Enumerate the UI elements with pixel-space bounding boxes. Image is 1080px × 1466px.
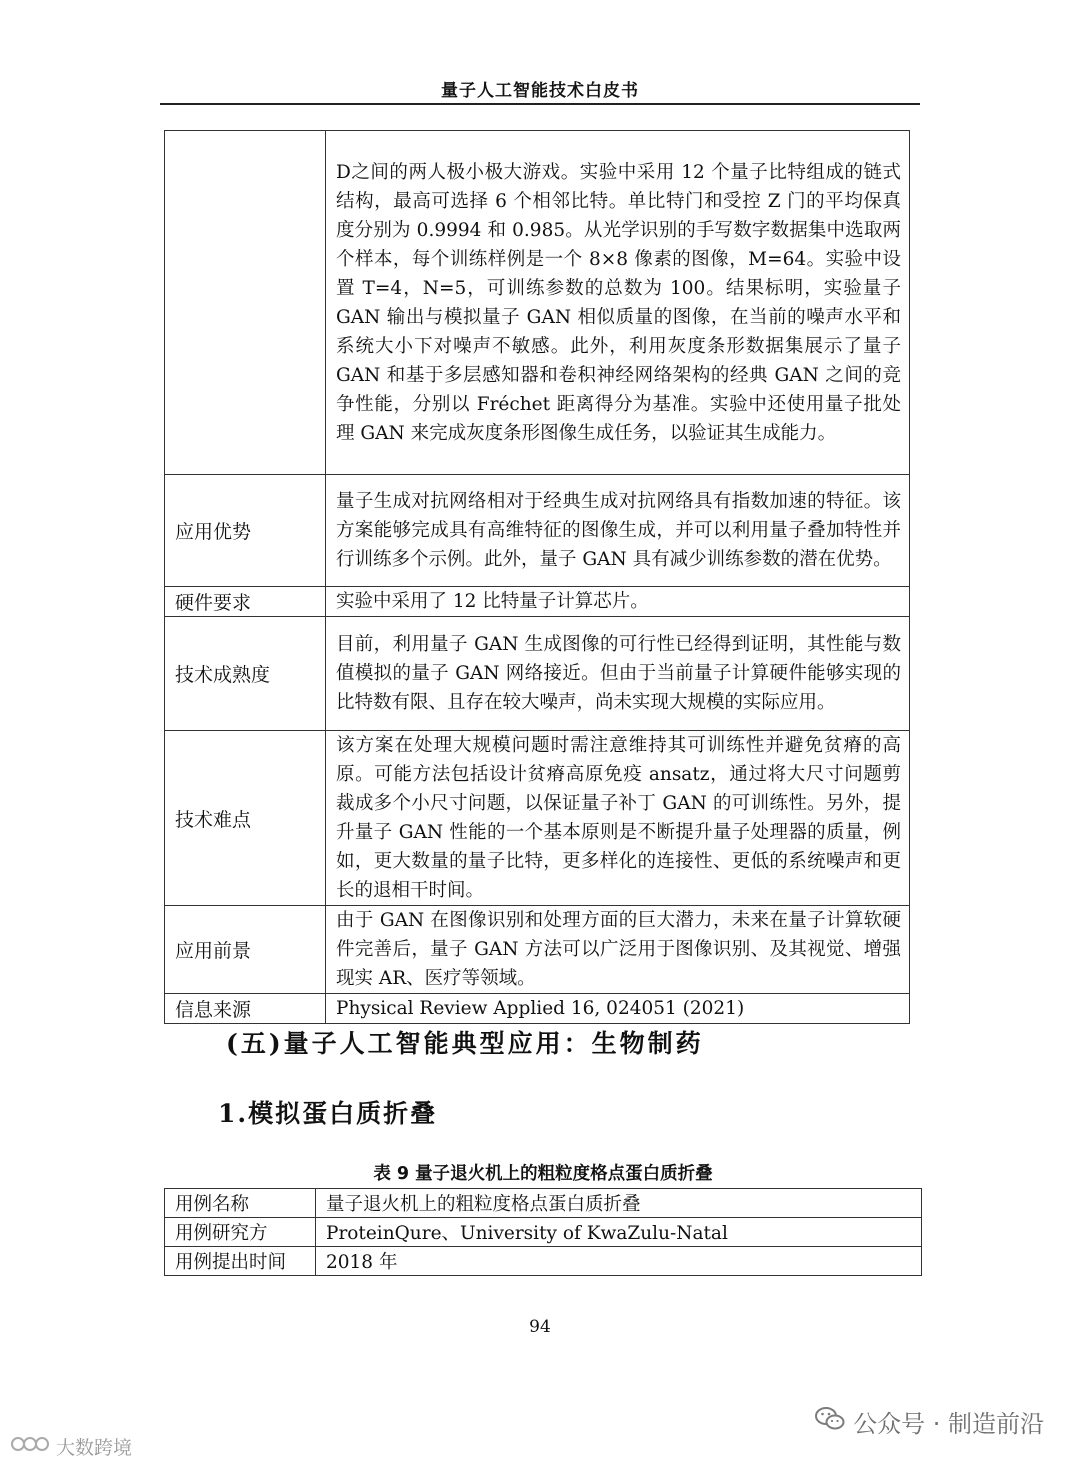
use-case-table — [164, 130, 910, 1024]
row-content: 量子退火机上的粗粒度格点蛋白质折叠 — [316, 1189, 922, 1218]
table-row — [165, 475, 910, 587]
row-label — [165, 131, 326, 475]
row-content: 量子生成对抗网络相对于经典生成对抗网络具有指数加速的特征。该方案能够完成具有高维特征的图像生成，并可以利用量子叠加特性并行训练多个示例。此外，量子 GAN 具有减少训练参数的潜在优势。 — [326, 475, 910, 587]
table-row — [165, 906, 910, 994]
table-row — [165, 1247, 922, 1276]
page-number: 94 — [529, 1317, 551, 1337]
table-row — [165, 617, 910, 731]
row-label: 技术成熟度 — [165, 617, 326, 731]
watermark-brand — [10, 1433, 132, 1460]
row-content: 实验中采用了 12 比特量子计算芯片。 — [326, 587, 910, 617]
row-label: 信息来源 — [165, 994, 326, 1024]
wechat-icon — [815, 1406, 845, 1438]
header-title: 量子人工智能技术白皮书 — [441, 81, 639, 101]
row-content: 目前，利用量子 GAN 生成图像的可行性已经得到证明，其性能与数值模拟的量子 GAN 网络接近。但由于当前量子计算硬件能够实现的比特数有限、且存在较大噪声，尚未实现大规模的实际应用。 — [326, 617, 910, 731]
row-label: 应用优势 — [165, 475, 326, 587]
watermark-text: 公众号 · 制造前沿 — [853, 1410, 1044, 1438]
header-rule — [160, 103, 920, 105]
watermark-text: 大数跨境 — [56, 1437, 133, 1459]
subsection-heading: 1.模拟蛋白质折叠 — [218, 1099, 438, 1128]
row-label: 硬件要求 — [165, 587, 326, 617]
protein-folding-table — [164, 1188, 922, 1276]
section-heading: (五)量子人工智能典型应用：生物制药 — [226, 1029, 704, 1058]
row-label: 用例研究方 — [165, 1218, 316, 1247]
table-caption: 表 9 量子退火机上的粗粒度格点蛋白质折叠 — [373, 1164, 713, 1184]
table-row — [165, 1218, 922, 1247]
row-content: D之间的两人极小极大游戏。实验中采用 12 个量子比特组成的链式结构，最高可选择 6 个相邻比特。单比特门和受控 Z 门的平均保真度分别为 0.9994 和 0.985。从光学识别的手写数字数据集中选取两个样本，每个训练样例是一个 8×8 像素的图像，M=64。实验中设置 T=4，N=5，可训练参数的总数为 100。结果标明，实验量子 GAN 输出与模拟量子 GAN 相似质量的图像，在当前的噪声水平和系统大小下对噪声不敏感。此外，利用灰度条形数据集展示了量子 GAN 和基于多层感知器和卷积神经网络架构的经典 GAN 之间的竞争性能，分别以 Fréchet 距离得分为基准。实验中还使用量子批处理 GAN 来完成灰度条形图像生成任务，以验证其生成能力。 — [326, 131, 910, 475]
table-row — [165, 1189, 922, 1218]
table-row — [165, 131, 910, 475]
brand-logo-icon — [10, 1434, 50, 1459]
row-content: ProteinQure、University of KwaZulu-Natal — [316, 1218, 922, 1247]
row-label: 用例名称 — [165, 1189, 316, 1218]
row-content: 2018 年 — [316, 1247, 922, 1276]
row-label: 技术难点 — [165, 731, 326, 906]
row-label: 用例提出时间 — [165, 1247, 316, 1276]
row-content: Physical Review Applied 16, 024051 (2021) — [326, 994, 910, 1024]
table-row — [165, 587, 910, 617]
table-row — [165, 994, 910, 1024]
table-row — [165, 731, 910, 906]
watermark-wechat — [815, 1404, 1044, 1439]
row-content: 该方案在处理大规模问题时需注意维持其可训练性并避免贫瘠的高原。可能方法包括设计贫瘠高原免疫 ansatz，通过将大尺寸问题剪裁成多个小尺寸问题，以保证量子补丁 GAN 的可训练性。另外，提升量子 GAN 性能的一个基本原则是不断提升量子处理器的质量，例如，更大数量的量子比特，更多样化的连接性、更低的系统噪声和更长的退相干时间。 — [326, 731, 910, 906]
row-label: 应用前景 — [165, 906, 326, 994]
row-content: 由于 GAN 在图像识别和处理方面的巨大潜力，未来在量子计算软硬件完善后，量子 GAN 方法可以广泛用于图像识别、及其视觉、增强现实 AR、医疗等领域。 — [326, 906, 910, 994]
